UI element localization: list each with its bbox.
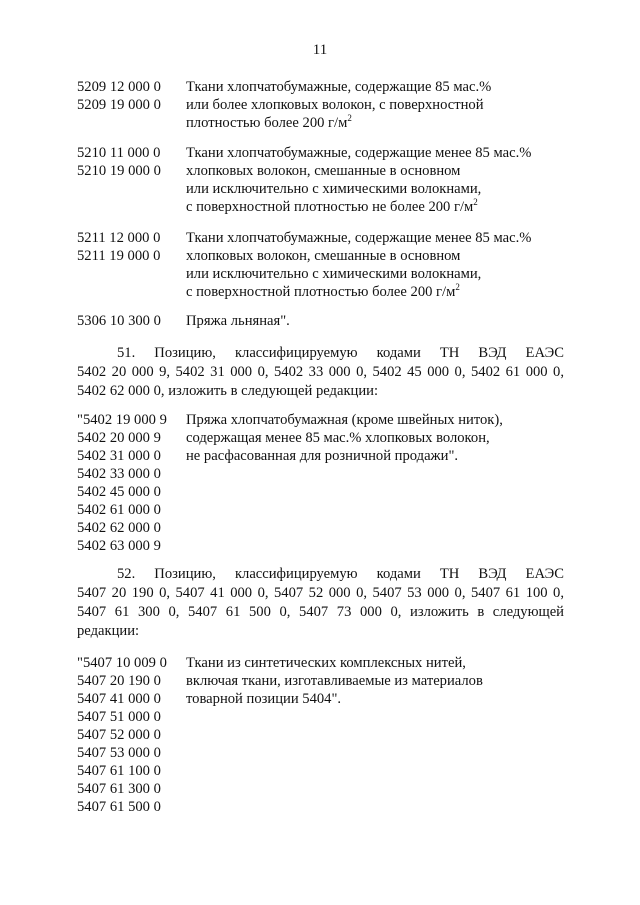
description-line: Пряжа хлопчатобумажная (кроме швейных ниток), <box>186 412 503 428</box>
description-line: с поверхностной плотностью не более 200 $г/м^2$ <box>186 197 478 215</box>
code-list <box>77 78 187 114</box>
description-line: не расфасованная для розничной продажи". <box>186 448 459 464</box>
superscript: 2 <box>473 197 478 207</box>
entry-description <box>186 144 576 216</box>
entry-description <box>186 78 576 132</box>
code-list <box>77 144 187 180</box>
description-line: Ткани хлопчатобумажные, содержащие менее 85 мас.% <box>186 145 532 161</box>
tn-ved-code: 5210 11 000 0 <box>77 145 161 161</box>
page-number: 11 <box>312 42 328 58</box>
superscript: 2 <box>455 282 460 292</box>
description-line: хлопковых волокон, смешанные в основном <box>186 163 461 179</box>
tn-ved-code: 5402 61 000 0 <box>77 502 161 518</box>
paragraph-line: редакции: <box>77 623 140 639</box>
paragraph-line: 51. Позицию, классифицируемую кодами ТН ВЭД ЕАЭС <box>117 345 564 361</box>
entry-description <box>186 312 576 330</box>
description-line: Ткани хлопчатобумажные, содержащие менее 85 мас.% <box>186 230 532 246</box>
code-list <box>77 312 187 330</box>
description-line: плотностью более 200 $г/м^2$ <box>186 113 352 131</box>
tn-ved-code: 5407 61 100 0 <box>77 763 161 779</box>
tn-ved-code: 5402 33 000 0 <box>77 466 161 482</box>
description-line: содержащая менее 85 мас.% хлопковых волокон, <box>186 430 490 446</box>
entry-description <box>186 654 576 708</box>
tn-ved-code: 5402 63 000 9 <box>77 538 161 554</box>
description-line: Ткани хлопчатобумажные, содержащие 85 мас.% <box>186 79 492 95</box>
tn-ved-code: 5211 19 000 0 <box>77 248 161 264</box>
code-list <box>77 411 187 555</box>
tn-ved-code: 5407 61 500 0 <box>77 799 161 815</box>
tn-ved-code: 5407 53 000 0 <box>77 745 161 761</box>
tn-ved-code: 5407 61 300 0 <box>77 781 161 797</box>
tn-ved-code: 5306 10 300 0 <box>77 313 161 329</box>
description-line: или более хлопковых волокон, с поверхностной <box>186 97 484 113</box>
paragraph-line: 52. Позицию, классифицируемую кодами ТН ВЭД ЕАЭС <box>117 566 564 582</box>
tn-ved-code: 5402 45 000 0 <box>77 484 161 500</box>
code-list <box>77 229 187 265</box>
paragraph-52 <box>77 565 564 641</box>
tn-ved-code: 5407 41 000 0 <box>77 691 161 707</box>
entry-description <box>186 411 576 465</box>
description-line: Ткани из синтетических комплексных нитей, <box>186 655 466 671</box>
paragraph-line: 5407 20 190 0, 5407 41 000 0, 5407 52 000 0, 5407 53 000 0, 5407 61 100 0, <box>77 585 564 601</box>
description-line: товарной позиции 5404". <box>186 691 342 707</box>
tn-ved-code: 5402 31 000 0 <box>77 448 161 464</box>
tn-ved-code: 5209 12 000 0 <box>77 79 161 95</box>
paragraph-51 <box>77 344 564 401</box>
tn-ved-code: 5407 52 000 0 <box>77 727 161 743</box>
description-line: или исключительно с химическими волокнами, <box>186 266 482 282</box>
paragraph-line: 5402 20 000 9, 5402 31 000 0, 5402 33 000 0, 5402 45 000 0, 5402 61 000 0, <box>77 364 564 380</box>
tn-ved-code: "5407 10 009 0 <box>77 655 167 671</box>
description-line: хлопковых волокон, смешанные в основном <box>186 248 461 264</box>
description-line: или исключительно с химическими волокнами, <box>186 181 482 197</box>
tn-ved-code: 5407 51 000 0 <box>77 709 161 725</box>
tn-ved-code: 5209 19 000 0 <box>77 97 161 113</box>
code-list <box>77 654 187 816</box>
superscript: 2 <box>347 113 352 123</box>
tn-ved-code: 5210 19 000 0 <box>77 163 161 179</box>
description-line: включая ткани, изготавливаемые из материалов <box>186 673 483 689</box>
paragraph-line: 5407 61 300 0, 5407 61 500 0, 5407 73 000 0, изложить в следующей <box>77 604 564 620</box>
tn-ved-code: 5402 20 000 9 <box>77 430 161 446</box>
tn-ved-code: "5402 19 000 9 <box>77 412 167 428</box>
tn-ved-code: 5211 12 000 0 <box>77 230 161 246</box>
description-line: Пряжа льняная". <box>186 313 290 329</box>
tn-ved-code: 5402 62 000 0 <box>77 520 161 536</box>
paragraph-line: 5402 62 000 0, изложить в следующей редакции: <box>77 383 379 399</box>
description-line: с поверхностной плотностью более 200 $г/м^2$ <box>186 282 460 300</box>
tn-ved-code: 5407 20 190 0 <box>77 673 161 689</box>
entry-description <box>186 229 576 301</box>
